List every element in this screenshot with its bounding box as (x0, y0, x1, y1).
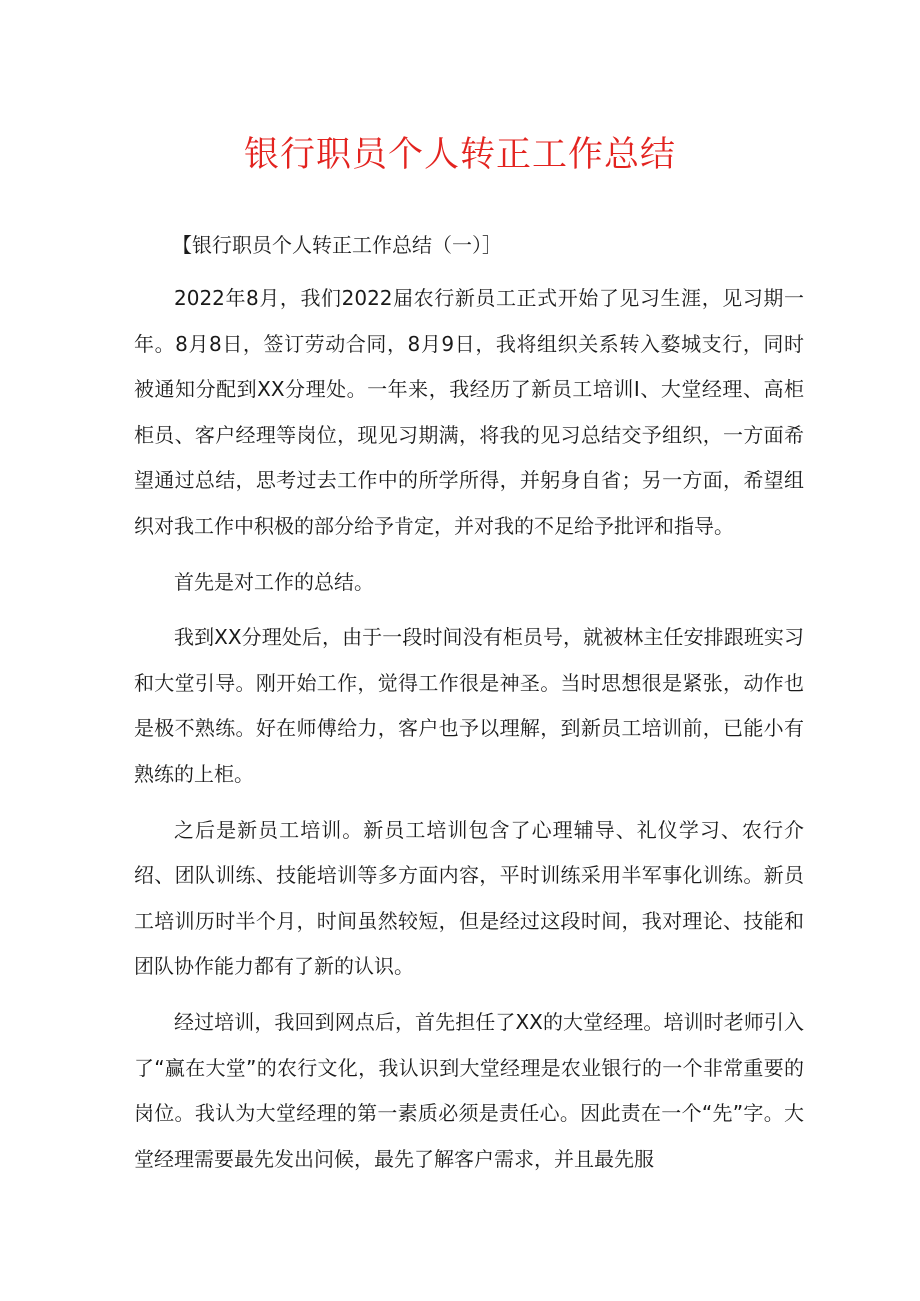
document-body (134, 276, 804, 1192)
document-title: 银行职员个人转正工作总结 (243, 135, 676, 175)
paragraph: 经过培训，我回到网点后，首先担任了XX的大堂经理。培训时老师引入了“赢在大堂”的农行文化，我认识到大堂经理是农业银行的一个非常重要的岗位。我认为大堂经理的第一素质必须是责任心。因此责在一个“先”字。大堂经理需要最先发出问候，最先了解客户需求，并且最先服 (134, 1009, 804, 1171)
document-subtitle: 【银行职员个人转正工作总结（一）］ (172, 233, 502, 257)
paragraph: 2022年8月，我们2022届农行新员工正式开始了见习生涯，见习期一年。8月8日，签订劳动合同，8月9日，我将组织关系转入婺城支行，同时被通知分配到XX分理处。一年来，我经历了新员工培训I、大堂经理、高柜柜员、客户经理等岗位，现见习期满，将我的见习总结交予组织，一方面希望通过总结，思考过去工作中的所学所得，并躬身自省；另一方面，希望组织对我工作中积极的部分给予肯定，并对我的不足给予批评和指导。 (134, 286, 804, 538)
paragraph: 我到XX分理处后，由于一段时间没有柜员号，就被林主任安排跟班实习和大堂引导。刚开始工作，觉得工作很是神圣。当时思想很是紧张，动作也是极不熟练。好在师傅给力，客户也予以理解，到新员工培训前，已能小有熟练的上柜。 (134, 625, 804, 786)
paragraph: 之后是新员工培训。新员工培训包含了心理辅导、礼仪学习、农行介绍、团队训练、技能培训等多方面内容，平时训练采用半军事化训练。新员工培训历时半个月，时间虽然较短，但是经过这段时间，我对理论、技能和团队协作能力都有了新的认识。 (134, 817, 804, 979)
paragraph: 首先是对工作的总结。 (174, 569, 374, 594)
